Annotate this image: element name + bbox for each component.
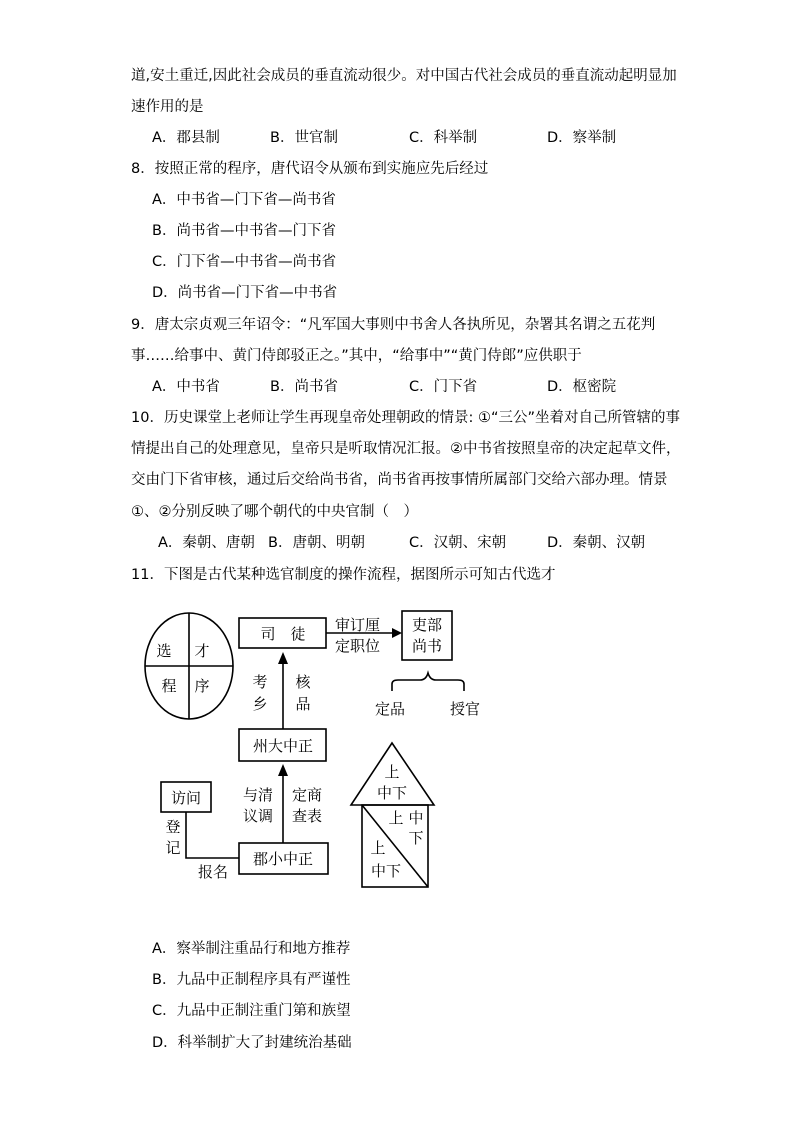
zhou-label: 州大中正	[252, 737, 314, 755]
deng-label: 登	[165, 818, 181, 836]
q11-option-d[interactable]: D．科举制扩大了封建统治基础	[152, 1035, 352, 1051]
q11-option-b[interactable]: B．九品中正制程序具有严谨性	[152, 972, 351, 988]
roof-label-shang: 上	[384, 763, 400, 781]
body-label-shang-1: 上	[388, 809, 404, 827]
dingpin-label: 定品	[374, 700, 406, 718]
oval-label-cai: 才	[194, 642, 210, 660]
q9-option-c[interactable]: C．门下省	[409, 379, 478, 395]
q10-stem-line2: 情提出自己的处理意见，皇帝只是听取情况汇报。②中书省按照皇帝的决定起草文件，	[131, 441, 681, 457]
ding-label: 定商	[291, 786, 323, 804]
q7-option-c[interactable]: C．科举制	[409, 130, 478, 146]
q10-stem-line4: ①、②分别反映了哪个朝代的中央官制（ ）	[131, 504, 418, 520]
ji-label: 记	[165, 839, 181, 857]
he-label: 核	[295, 673, 311, 691]
q7-stem-line1: 道,安土重迁,因此社会成员的垂直流动很少。对中国古代社会成员的垂直流动起明显加	[131, 68, 677, 84]
situ-label: 司 徒	[260, 625, 306, 643]
q8-option-c[interactable]: C．门下省—中书省—尚书省	[152, 254, 337, 270]
body-label-zhongxia-2: 中下	[370, 862, 402, 880]
kao-label: 考	[252, 673, 268, 691]
shouguan-label: 授官	[449, 700, 481, 718]
baoming-label: 报名	[197, 863, 229, 881]
q10-stem-line3: 交由门下省审核，通过后交给尚书省，尚书省再按事情所属部门交给六部办理。情景	[131, 472, 668, 488]
libu-label-2: 尚书	[411, 637, 443, 655]
pin-label: 品	[295, 695, 311, 713]
q7-option-a[interactable]: A．郡县制	[152, 130, 220, 146]
q10-stem-line1: 10．历史课堂上老师让学生再现皇帝处理朝政的情景: ①“三公”坐着对自己所管辖的事	[131, 410, 680, 426]
q8-stem: 8．按照正常的程序，唐代诏令从颁布到实施应先后经过	[131, 161, 489, 177]
shen-label-2: 定职位	[335, 637, 381, 655]
body-label-zhong-1: 中	[408, 809, 424, 827]
q11-option-a[interactable]: A．察举制注重品行和地方推荐	[152, 941, 351, 957]
q11-option-c[interactable]: C．九品中正制注重门第和族望	[152, 1003, 351, 1019]
q8-option-a[interactable]: A．中书省—门下省—尚书省	[152, 192, 336, 208]
q9-stem-line1: 9．唐太宗贞观三年诏令：“凡军国大事则中书舍人各执所见，杂署其名谓之五花判	[131, 317, 656, 333]
q10-option-d[interactable]: D．秦朝、汉朝	[547, 535, 646, 551]
q11-stem: 11．下图是古代某种选官制度的操作流程，据图所示可知古代选才	[131, 567, 556, 583]
oval-label-xuan: 选	[156, 642, 172, 660]
cha-label: 查表	[291, 807, 323, 825]
q7-option-b[interactable]: B．世官制	[270, 130, 338, 146]
yu-label: 与清	[242, 786, 274, 804]
q7-option-d[interactable]: D．察举制	[547, 130, 617, 146]
body-label-shang-2: 上	[370, 839, 386, 857]
q7-stem-line2: 速作用的是	[131, 99, 204, 115]
jun-label: 郡小中正	[252, 850, 314, 868]
q9-stem-line2: 事……给事中、黄门侍郎驳正之。”其中，“给事中”“黄门侍郎”应供职于	[131, 348, 582, 364]
yi-label: 议调	[242, 807, 274, 825]
q10-option-a[interactable]: A．秦朝、唐朝	[158, 535, 255, 551]
q9-option-b[interactable]: B．尚书省	[270, 379, 338, 395]
shen-label-1: 审订厘	[335, 616, 381, 634]
roof-label-zhongxia: 中下	[376, 784, 408, 802]
body-label-xia-1: 下	[408, 829, 424, 847]
libu-label-1: 吏部	[411, 616, 443, 634]
oval-label-xu: 序	[194, 677, 210, 695]
q8-option-b[interactable]: B．尚书省—中书省—门下省	[152, 223, 336, 239]
q10-option-b[interactable]: B．唐朝、明朝	[268, 535, 365, 551]
xiang-label: 乡	[252, 695, 268, 713]
q10-option-c[interactable]: C．汉朝、宋朝	[409, 535, 507, 551]
oval-label-cheng: 程	[161, 677, 177, 695]
q8-option-d[interactable]: D．尚书省—门下省—中书省	[152, 285, 338, 301]
fangwen-label: 访问	[170, 789, 202, 807]
q9-option-a[interactable]: A．中书省	[152, 379, 220, 395]
q9-option-d[interactable]: D．枢密院	[547, 379, 617, 395]
